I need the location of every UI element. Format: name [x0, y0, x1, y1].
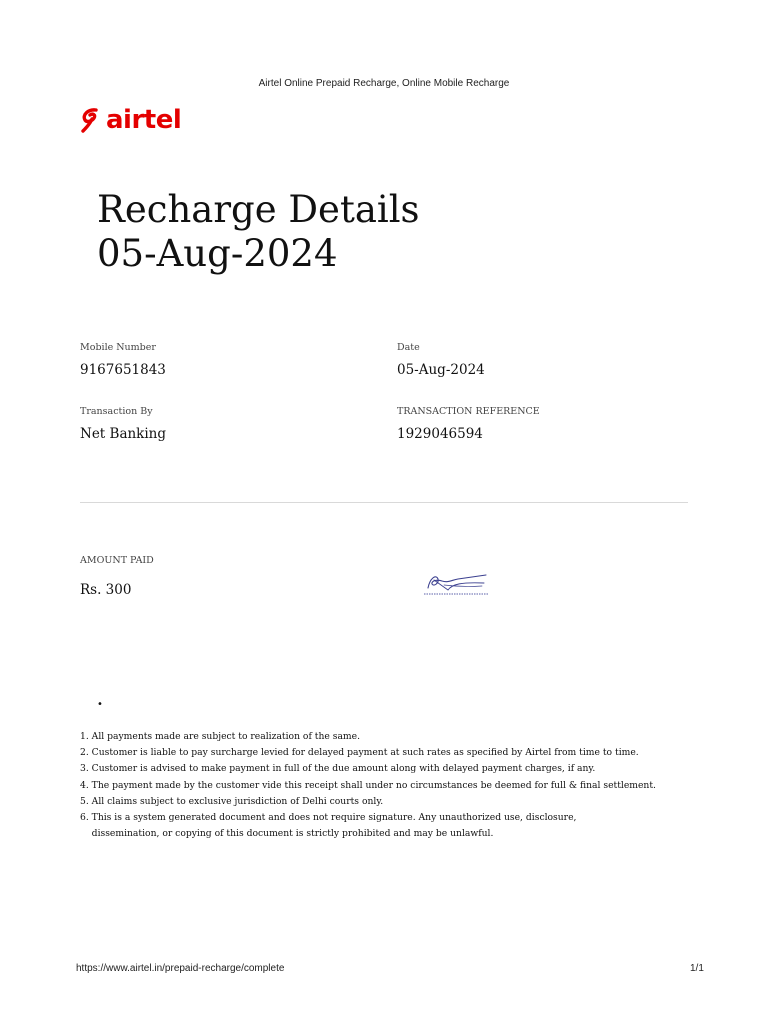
- airtel-swirl-icon: [80, 107, 102, 133]
- transaction-by-value: Net Banking: [80, 426, 167, 442]
- mobile-number-label: Mobile Number: [80, 342, 156, 353]
- title-line-2: 05-Aug-2024: [97, 232, 338, 275]
- signature-image: [422, 570, 490, 598]
- section-divider: [80, 502, 688, 503]
- terms-item: dissemination, or copying of this document is strictly prohibited and may be unlawful.: [80, 828, 494, 840]
- terms-item: 4. The payment made by the customer vide this receipt shall under no circumstances be deemed for full & final settlement.: [80, 779, 656, 791]
- date-label: Date: [397, 342, 420, 353]
- print-header: Airtel Online Prepaid Recharge, Online Mobile Recharge: [258, 78, 510, 89]
- footer-url: https://www.airtel.in/prepaid-recharge/complete: [76, 963, 285, 974]
- terms-item: 5. All claims subject to exclusive jurisdiction of Delhi courts only.: [80, 795, 384, 807]
- date-value: 05-Aug-2024: [397, 362, 485, 378]
- page-title: [97, 188, 420, 276]
- transaction-by-label: Transaction By: [80, 406, 153, 417]
- terms-item: 3. Customer is advised to make payment in full of the due amount along with delayed payment charges, if any.: [80, 763, 596, 775]
- terms-item: 2. Customer is liable to pay surcharge levied for delayed payment at such rates as specified by Airtel from time to time.: [80, 747, 639, 759]
- terms-item: 1. All payments made are subject to realization of the same.: [80, 731, 360, 742]
- terms-list: [80, 729, 700, 842]
- bullet-point: •: [97, 699, 103, 710]
- amount-paid-value: Rs. 300: [80, 582, 132, 598]
- mobile-number-value: 9167651843: [80, 362, 166, 378]
- terms-item: 6. This is a system generated document and does not require signature. Any unauthorized use, disclosure,: [80, 812, 577, 824]
- airtel-logo: [80, 104, 181, 136]
- title-line-1: Recharge Details: [97, 188, 420, 231]
- amount-paid-label: AMOUNT PAID: [80, 555, 154, 566]
- airtel-wordmark: airtel: [106, 105, 182, 135]
- transaction-reference-label: TRANSACTION REFERENCE: [397, 406, 540, 417]
- footer-page-number: 1/1: [690, 963, 704, 974]
- transaction-reference-value: 1929046594: [397, 426, 483, 442]
